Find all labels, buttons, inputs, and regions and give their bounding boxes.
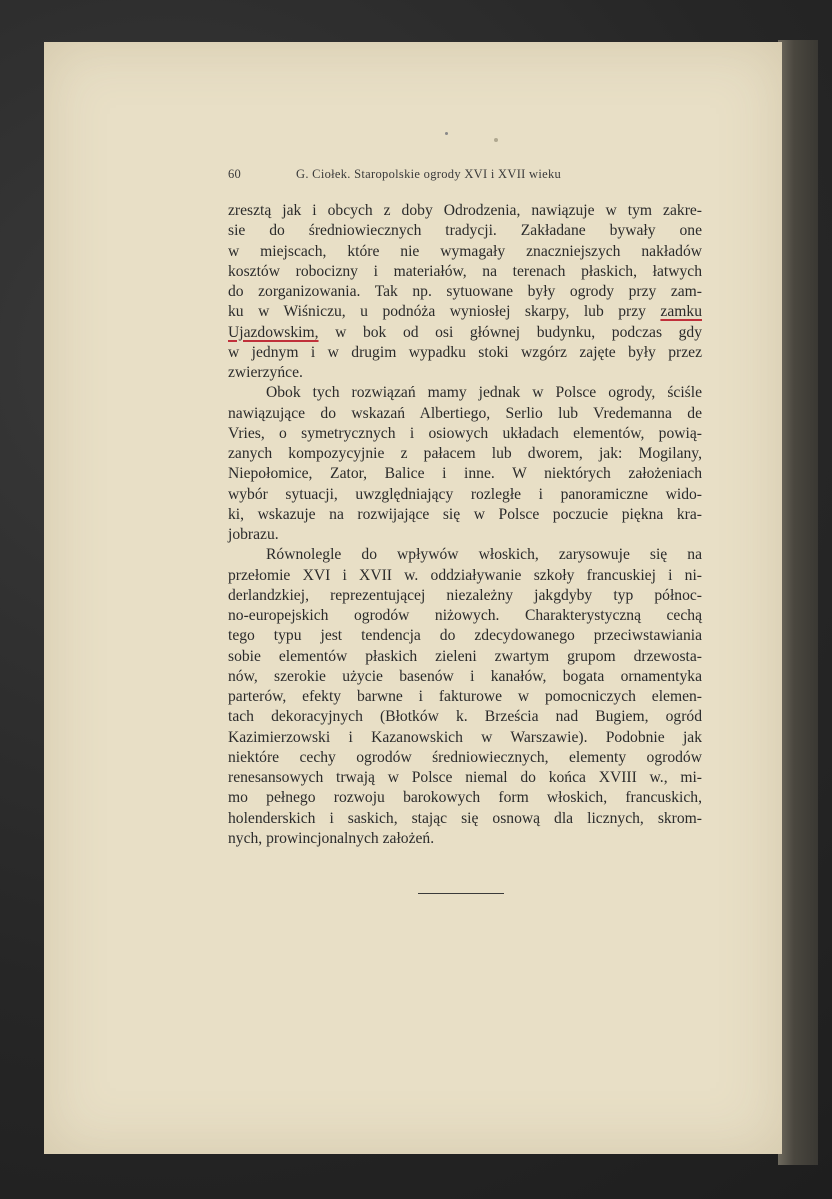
- text-line: Ujazdowskim, w bok od osi głównej budynku, podczas gdy: [228, 323, 702, 341]
- text-line: do zorganizowania. Tak np. sytuowane były ogrody przy zam-: [228, 283, 702, 300]
- text-line: derlandzkiej, reprezentującej niezależny jakgdyby typ północ-: [228, 586, 702, 604]
- text-line: Obok tych rozwiązań mamy jednak w Polsce ogrody, ściśle: [266, 384, 702, 402]
- paper-speck: [494, 138, 498, 142]
- body-text: [228, 201, 702, 849]
- text-line: przełomie XVI i XVII w. oddziaływanie szkoły francuskiej i ni-: [228, 566, 702, 584]
- text-line: holenderskich i saskich, stając się osnową dla licznych, skrom-: [228, 809, 702, 827]
- text-line: mo pełnego rozwoju barokowych form włoskich, francuskich,: [228, 789, 702, 807]
- text-line: niektóre cechy ogrodów średniowiecznych, elementy ogrodów: [228, 748, 702, 766]
- text-line: zanych kompozycyjnie z pałacem lub dworem, jak: Mogilany,: [228, 445, 702, 462]
- text-line: wybór sytuacji, uwzględniający rozległe i panoramiczne wido-: [228, 485, 702, 503]
- red-pencil-underline: Ujazdowskim,: [228, 323, 319, 341]
- text-line: ku w Wiśniczu, u podnóża wyniosłej skarpy, lub przy zamku: [228, 303, 702, 321]
- paper-speck: [445, 132, 448, 135]
- text-line: w miejscach, które nie wymagały znaczniejszych nakładów: [228, 242, 702, 260]
- next-page-edge: [778, 40, 818, 1165]
- text-line: nych, prowincjonalnych założeń.: [228, 829, 435, 847]
- text-line: ki, wskazuje na rozwijające się w Polsce poczucie piękna kra-: [228, 505, 702, 523]
- text-line: renesansowych trwają w Polsce niemal do końca XVIII w., mi-: [228, 769, 702, 786]
- page-number: 60: [228, 167, 242, 181]
- text-line: nów, szerokie użycie basenów i kanałów, bogata ornamentyka: [228, 667, 702, 685]
- text-line: nawiązujące do wskazań Albertiego, Serlio lub Vredemanna de: [228, 404, 702, 422]
- text-line: Niepołomice, Zator, Balice i inne. W niektórych założeniach: [228, 465, 702, 483]
- running-title: G. Ciołek. Staropolskie ogrody XVI i XVII wieku: [296, 167, 562, 181]
- text-line: kosztów robocizny i materiałów, na terenach płaskich, łatwych: [228, 262, 702, 280]
- section-end-rule: [418, 893, 504, 894]
- text-line: Vries, o symetrycznych i osiowych układach elementów, powią-: [228, 424, 702, 442]
- text-line: Kazimierzowski i Kazanowskich w Warszawie). Podobnie jak: [228, 728, 702, 746]
- running-header: [228, 167, 632, 183]
- text-line: no-europejskich ogrodów niżowych. Charakterystyczną cechą: [228, 607, 702, 624]
- text-line: tach dekoracyjnych (Błotków k. Brześcia nad Bugiem, ogród: [228, 708, 702, 726]
- text-line: sobie elementów płaskich zieleni zwartym grupom drzewosta-: [228, 647, 702, 665]
- text-line: parterów, efekty barwne i fakturowe w pomocniczych elemen-: [228, 688, 702, 705]
- text-line: zresztą jak i obcych z doby Odrodzenia, nawiązuje w tym zakre-: [228, 202, 702, 219]
- text-line: Równolegle do wpływów włoskich, zarysowuje się na: [266, 546, 702, 564]
- text-line: zwierzyńce.: [228, 364, 303, 381]
- paragraph: [228, 545, 702, 849]
- text-line: sie do średniowiecznych tradycji. Zakładane bywały one: [228, 222, 702, 240]
- red-pencil-underline: zamku: [660, 303, 702, 321]
- text-line: jobrazu.: [228, 526, 279, 543]
- paragraph: [228, 201, 702, 383]
- paragraph: [228, 383, 702, 545]
- text-line: tego typu jest tendencja do zdecydowanego przeciwstawiania: [228, 627, 702, 645]
- text-line: w jednym i w drugim wypadku stoki wzgórz zajęte były przez: [228, 343, 702, 361]
